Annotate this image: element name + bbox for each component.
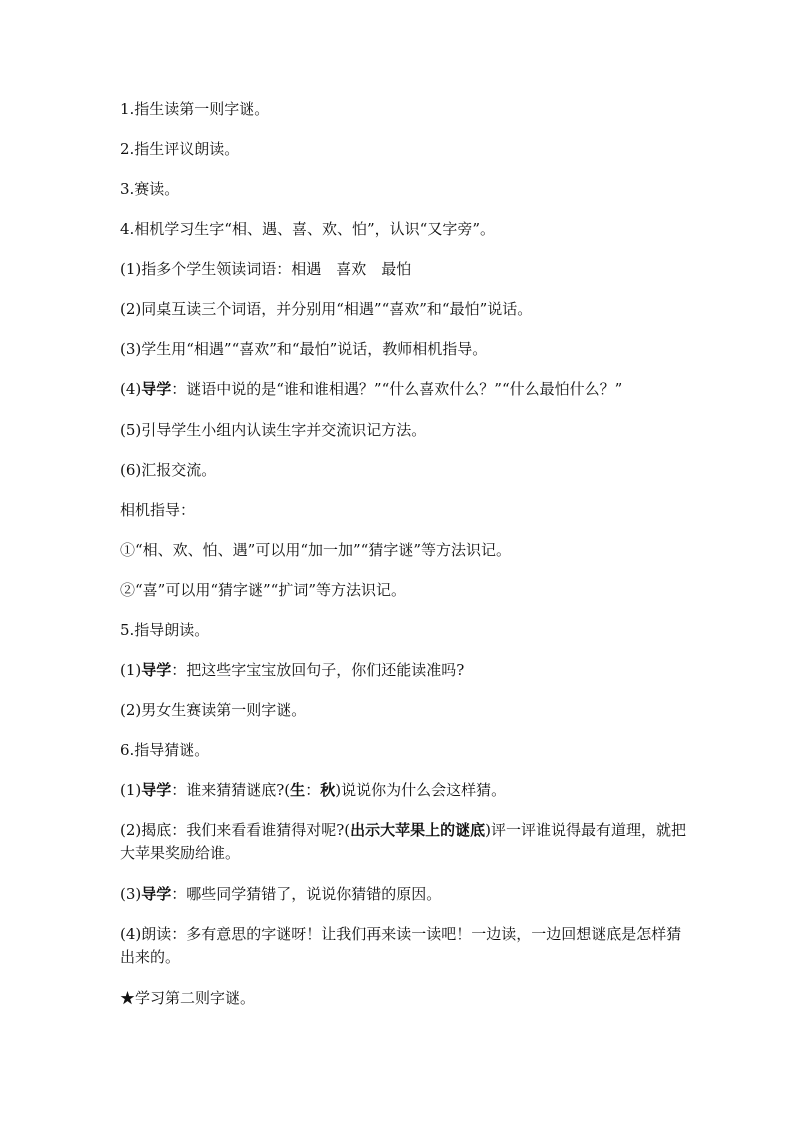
- paragraph-p11: [120, 499, 690, 521]
- bold-text: 导学: [141, 781, 172, 799]
- paragraph-p17: [120, 739, 690, 761]
- text-run: 2.指生评议朗读。: [120, 140, 240, 158]
- text-run: 1.指生读第一则字谜。: [120, 100, 270, 118]
- text-run: ：哪些同学猜错了，说说你猜错的原因。: [171, 885, 442, 903]
- paragraph-p18: [120, 779, 690, 801]
- paragraph-p5: [120, 258, 690, 280]
- paragraph-p16: [120, 699, 690, 721]
- paragraph-p9: [120, 419, 690, 441]
- text-run: )说说你为什么会这样猜。: [335, 781, 507, 799]
- text-run: ：谁来猜猜谜底?(: [171, 781, 291, 799]
- text-run: ：: [305, 781, 321, 799]
- text-run: (1): [120, 661, 142, 679]
- text-run: (3)学生用“相遇”“喜欢”和“最怕”说话，教师相机指导。: [120, 340, 488, 358]
- text-run: )评一评谁说得最有道理，就把大苹果奖励给谁。: [120, 821, 687, 862]
- paragraph-p20: [120, 883, 690, 905]
- text-run: ★学习第二则字谜。: [120, 989, 256, 1007]
- paragraph-p4: [120, 218, 690, 240]
- bold-text: 导学: [141, 661, 172, 679]
- text-run: (2)男女生赛读第一则字谜。: [120, 701, 307, 719]
- text-run: (2)揭底：我们来看看谁猜得对呢?(: [120, 821, 351, 839]
- bold-text: 生: [290, 781, 306, 799]
- paragraph-p3: [120, 178, 690, 200]
- text-run: ：把这些字宝宝放回句子，你们还能读准吗?: [171, 661, 465, 679]
- text-run: (6)汇报交流。: [120, 461, 217, 479]
- text-run: 3.赛读。: [120, 180, 180, 198]
- paragraph-p13: [120, 579, 690, 601]
- paragraph-p21: [120, 923, 690, 969]
- text-run: ②“喜”可以用“猜字谜”“扩词”等方法识记。: [120, 581, 407, 599]
- text-run: (3): [120, 885, 142, 903]
- text-run: (4): [120, 380, 142, 398]
- bold-text: 导学: [141, 380, 172, 398]
- text-run: ：谜语中说的是“谁和谁相遇？”“什么喜欢什么？”“什么最怕什么？”: [171, 380, 623, 398]
- document-body: [120, 98, 690, 1027]
- paragraph-p2: [120, 138, 690, 160]
- text-run: (1): [120, 781, 142, 799]
- text-run: 4.相机学习生字“相、遇、喜、欢、怕”，认识“又字旁”。: [120, 220, 495, 238]
- paragraph-p14: [120, 619, 690, 641]
- paragraph-p8: [120, 378, 690, 401]
- paragraph-p1: [120, 98, 690, 120]
- text-run: (5)引导学生小组内认读生字并交流识记方法。: [120, 421, 427, 439]
- bold-text: 导学: [141, 885, 172, 903]
- text-run: 5.指导朗读。: [120, 621, 210, 639]
- paragraph-p12: [120, 539, 690, 561]
- bold-text: 出示大苹果上的谜底: [350, 821, 486, 839]
- bold-text: 秋: [320, 781, 336, 799]
- paragraph-p15: [120, 659, 690, 681]
- paragraph-p7: [120, 338, 690, 360]
- paragraph-p22: [120, 987, 690, 1009]
- text-run: (4)朗读：多有意思的字谜呀！让我们再来读一读吧！一边读，一边回想谜底是怎样猜出来的。: [120, 925, 682, 966]
- text-run: ①“相、欢、怕、遇”可以用“加一加”“猜字谜”等方法识记。: [120, 541, 512, 559]
- text-run: 6.指导猜谜。: [120, 741, 210, 759]
- text-run: 相机指导：: [120, 501, 196, 519]
- paragraph-p19: [120, 819, 690, 865]
- text-run: (2)同桌互读三个词语，并分别用“相遇”“喜欢”和“最怕”说话。: [120, 300, 533, 318]
- paragraph-p6: [120, 298, 690, 320]
- text-run: (1)指多个学生领读词语：相遇 喜欢 最怕: [120, 260, 412, 278]
- paragraph-p10: [120, 459, 690, 481]
